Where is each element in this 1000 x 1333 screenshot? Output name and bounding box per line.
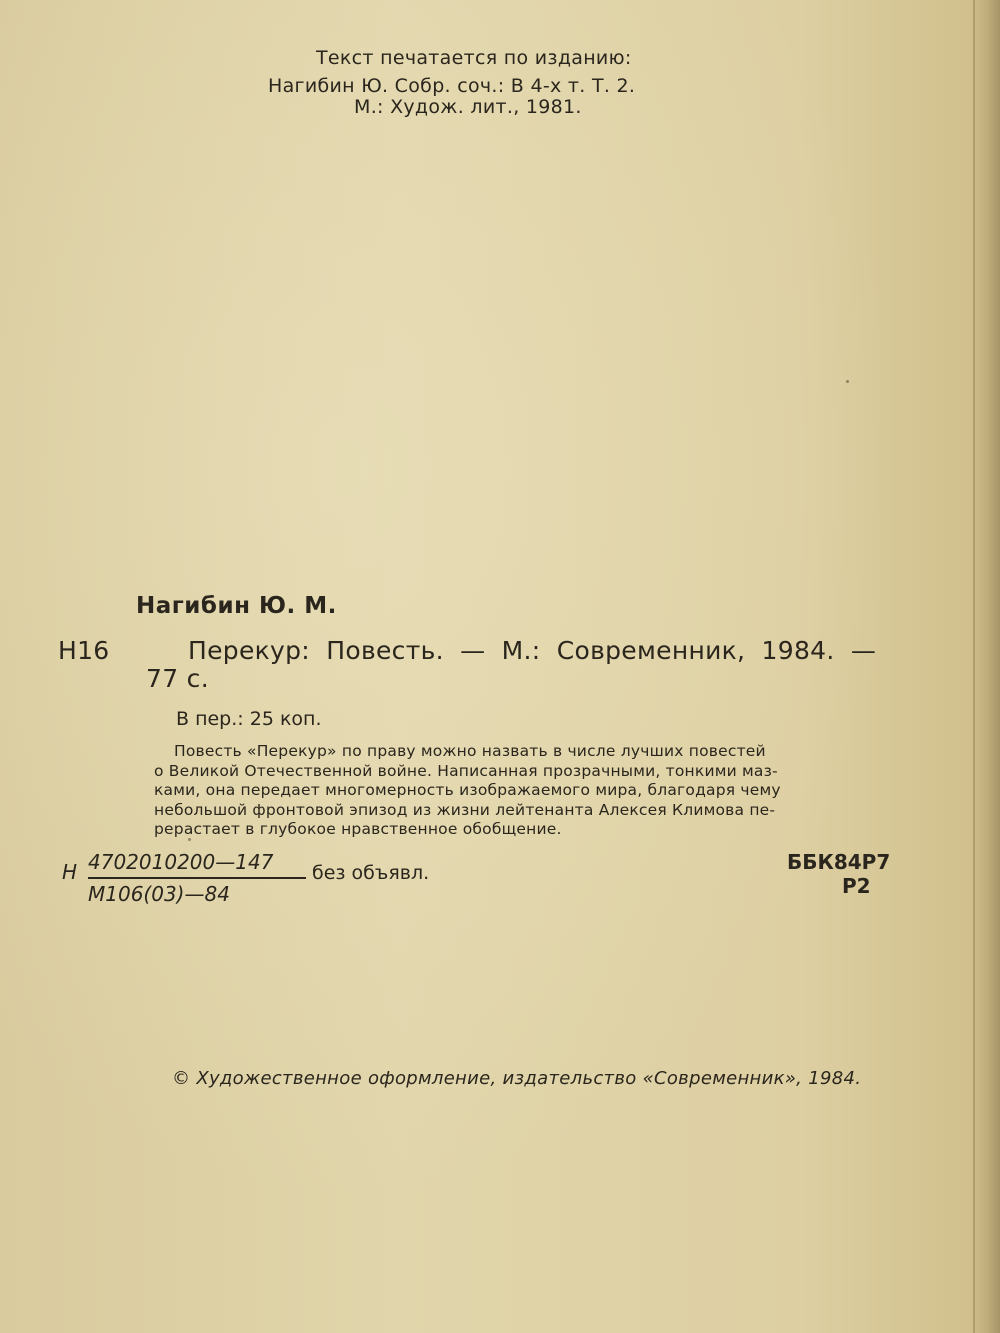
catalog-title-line: Перекур: Повесть. — М.: Современник, 1984. — — [188, 636, 877, 665]
annotation-line: Повесть «Перекур» по праву можно назвать в числе лучших повестей — [174, 742, 766, 760]
copyright-notice: © Художественное оформление, издательство «Современник», 1984. — [172, 1068, 862, 1089]
bbk-code: ББК84Р7 — [787, 850, 891, 874]
paper-speck — [188, 838, 191, 841]
code-prefix: Н — [62, 860, 78, 884]
annotation-line: рерастает в глубокое нравственное обобщение. — [154, 820, 562, 838]
catalog-author: Нагибин Ю. М. — [136, 593, 337, 619]
page-edge-shadow — [970, 0, 1000, 1333]
annotation-line: ками, она передает многомерность изображаемого мира, благодаря чему — [154, 781, 781, 799]
bbk-subcode: Р2 — [842, 874, 871, 898]
code-denominator: М106(03)—84 — [88, 882, 230, 906]
source-edition-line-1: Текст печатается по изданию: — [316, 47, 632, 69]
code-numerator: 4702010200—147 — [88, 850, 274, 874]
annotation-line: о Великой Отечественной войне. Написанная прозрачными, тонкими маз- — [154, 762, 778, 780]
paper-speck — [846, 380, 849, 383]
code-note: без объявл. — [312, 862, 430, 884]
code-fraction-line — [88, 877, 306, 879]
catalog-price: В пер.: 25 коп. — [176, 708, 322, 730]
annotation-line: небольшой фронтовой эпизод из жизни лейтенанта Алексея Климова пе- — [154, 801, 776, 819]
catalog-pages: 77 с. — [146, 664, 209, 693]
source-edition-line-2: Нагибин Ю. Собр. соч.: В 4-х т. Т. 2. — [268, 75, 636, 97]
catalog-index: Н16 — [58, 636, 110, 665]
source-edition-line-3: М.: Худож. лит., 1981. — [354, 96, 582, 118]
